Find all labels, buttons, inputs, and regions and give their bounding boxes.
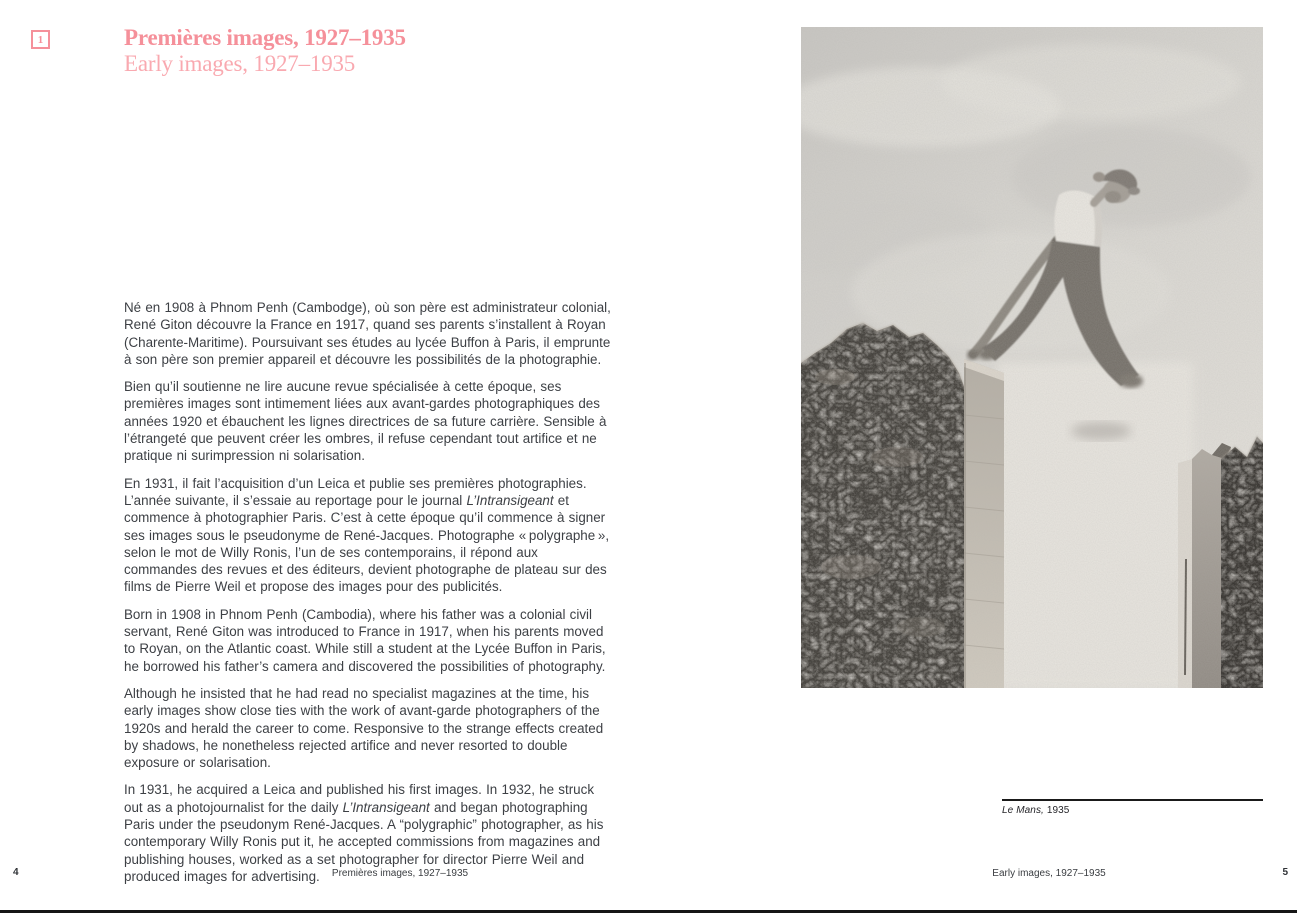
paragraph-english-2: Although he insisted that he had read no specialist magazines at the time, his early images show close ties with the work of avant-garde photographers of the 1920s and herald the career to come. Responsive to the strange effects created by shadows, he nonetheless rejected artifice and never resorted to double exposure or solarisation. xyxy=(124,685,604,771)
photo-caption: Le Mans, 1935 xyxy=(1002,805,1070,816)
chapter-heading xyxy=(124,24,406,77)
paragraph-english-1: Born in 1908 in Phnom Penh (Cambodia), where his father was a colonial civil servant, René Giton was introduced to France in 1917, when his parents moved to Royan, on the Atlantic coast. While still a student at the Lycée Buffon in Paris, he borrowed his father’s camera and discovered the possibilities of photography. xyxy=(124,606,606,674)
chapter-number: 1 xyxy=(37,33,44,46)
running-title-right: Early images, 1927–1935 xyxy=(992,868,1106,879)
chapter-number-box xyxy=(31,30,50,49)
photo-illustration xyxy=(801,27,1263,688)
body-text-column xyxy=(124,299,612,895)
photo-grain-overlay xyxy=(801,27,1263,688)
chapter-title-english: Early images, 1927–1935 xyxy=(124,51,356,76)
page-number-left: 4 xyxy=(13,867,19,878)
page-number-right: 5 xyxy=(1282,867,1288,878)
paragraph-french-3: En 1931, il fait l’acquisition d’un Leica et publie ses premières photographies. L’année suivante, il s’essaie au reportage pour le journal L’Intransigeant et commence à photographier Paris. C’est à cette époque qu’il commence à signer ses images sous le pseudonyme de René-Jacques. Photographe « polygraphe », selon le mot de Willy Ronis, l’un de ses contemporains, il répond aux commandes des revues et des éditeurs, devient photographe de plateau sur des films de Pierre Weil et propose des images pour des publicités. xyxy=(124,475,610,595)
paragraph-french-2: Bien qu’il soutienne ne lire aucune revue spécialisée à cette époque, ses premières images sont intimement liées aux avant-gardes photographiques des années 1920 et ébauchent les lignes directrices de sa future carrière. Sensible à l’étrangeté que peuvent créer les ombres, il refuse cependant tout artifice et ne pratique ni surimpression ni solarisation. xyxy=(124,379,607,464)
photograph-man-leaping-walls xyxy=(801,27,1263,688)
caption-rule xyxy=(1002,799,1263,801)
chapter-title-french: Premières images, 1927–1935 xyxy=(124,25,406,50)
paragraph-english-3: In 1931, he acquired a Leica and published his first images. In 1932, he struck out as a photojournalist for the daily L’Intransigeant and began photographing Paris under the pseudonym René-Jacques. A “polygraphic” photographer, as his contemporary Willy Ronis put it, he accepted commissions from magazines and publishing houses, worked as a set photographer for director Pierre Weil and produced images for advertising. xyxy=(124,782,604,884)
paragraph-french-1: Né en 1908 à Phnom Penh (Cambodge), où son père est administrateur colonial, René Giton découvre la France en 1917, quand ses parents s’installent à Royan (Charente-Maritime). Poursuivant ses études au lycée Buffon à Paris, il emprunte à son père son premier appareil et découvre les possibilités de la photographie. xyxy=(124,300,611,367)
running-title-left: Premières images, 1927–1935 xyxy=(331,868,469,879)
